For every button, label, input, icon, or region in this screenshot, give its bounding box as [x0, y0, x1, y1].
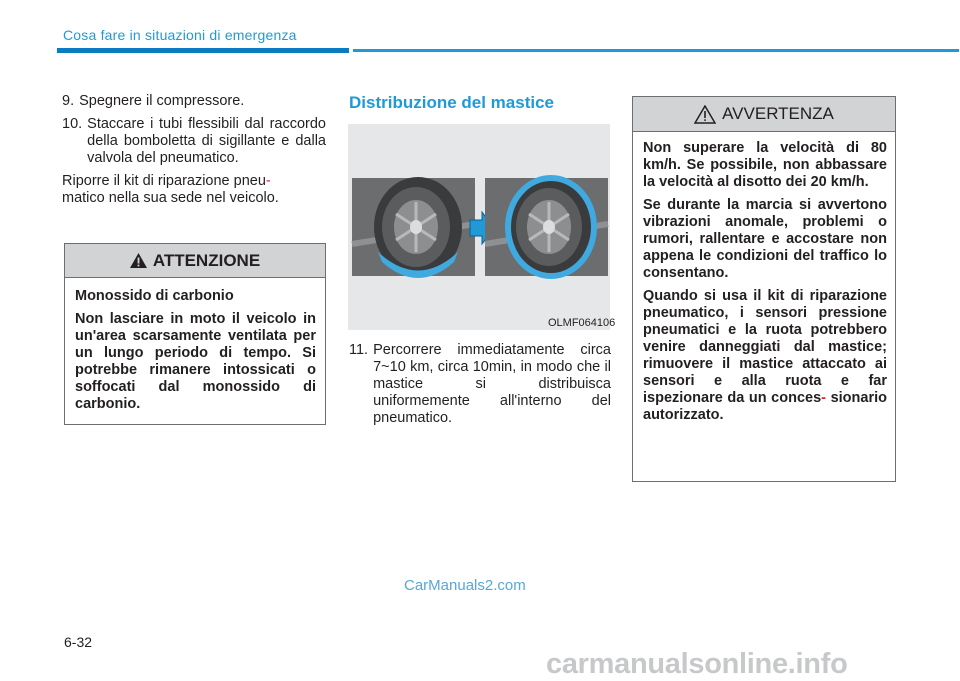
- step-text: Spegnere il compressore.: [79, 93, 245, 109]
- middle-column-text: [349, 342, 611, 427]
- warning-header: [633, 97, 895, 132]
- warning-triangle-icon: [694, 105, 716, 124]
- paragraph-part: matico nella sua sede nel veicolo.: [62, 190, 279, 206]
- tire-before-icon: [374, 177, 462, 278]
- figure-code: OLMF064106: [548, 317, 616, 329]
- step-text: Staccare i tubi flessibili dal raccordo della bomboletta di sigillante e dalla valvola del pneumatico.: [87, 116, 326, 166]
- storage-paragraph: [62, 173, 326, 207]
- warning-title: AVVERTENZA: [722, 104, 834, 123]
- footer-site-mark: carmanualsonline.info: [546, 648, 848, 680]
- hyphen-mark: -: [821, 390, 826, 406]
- step-9: [62, 93, 326, 110]
- warning-paragraph-3: [643, 288, 887, 424]
- attention-subtitle: Monossido di carbonio: [75, 288, 234, 304]
- paragraph-part: sionario autorizzato.: [643, 390, 887, 423]
- header-rule-light: [353, 49, 959, 52]
- step-11: [349, 342, 611, 427]
- attention-header: [65, 244, 325, 278]
- step-number: 11.: [349, 342, 369, 358]
- attention-text: Non lasciare in moto il veicolo in un'area scarsamente ventilata per un lungo periodo di tempo. Si potrebbe rimanere intossicati o soffocati dal monossido di carbonio.: [75, 311, 316, 412]
- warning-paragraph-1: Non superare la velocità di 80 km/h. Se possibile, non abbassare la velocità al disotto dei 20 km/h.: [643, 140, 887, 190]
- step-number: 9.: [62, 93, 75, 109]
- header-rule-dark: [57, 48, 349, 53]
- warning-box: [632, 96, 896, 482]
- attention-title: ATTENZIONE: [152, 250, 261, 270]
- warning-body: [633, 132, 895, 424]
- section-title: Distribuzione del mastice: [349, 93, 554, 112]
- warning-triangle-icon: [130, 253, 147, 268]
- warning-paragraph-2: Se durante la marcia si avvertono vibrazioni anomale, problemi o rumori, rallentare e accostare non appena le condizioni del traffico lo consentano.: [643, 197, 887, 281]
- step-10: [62, 116, 326, 167]
- attention-box: [64, 243, 326, 425]
- watermark-link[interactable]: CarManuals2.com: [404, 577, 526, 594]
- page-number: 6-32: [64, 634, 93, 650]
- step-number: 10.: [62, 116, 83, 132]
- step-text: Percorrere immediatamente circa 7~10 km, circa 10min, in modo che il mastice si distribuisca uniformemente all'interno del pneumatico.: [373, 342, 611, 426]
- paragraph-part: Riporre il kit di riparazione pneu: [62, 173, 266, 189]
- section-header-title: Cosa fare in situazioni di emergenza: [63, 27, 297, 43]
- tire-after-icon: [507, 177, 595, 277]
- hyphen-mark: -: [265, 173, 271, 189]
- tire-illustration-svg: [348, 124, 610, 330]
- paragraph-part: Quando si usa il kit di riparazione pneumatico, i sensori pressione pneumatici e la ruota potrebbero venire danneggiati dal mastice; rimuovere il mastice attaccato ai sensori e alla ruota e far ispezionare da un conces: [643, 288, 887, 406]
- attention-body: [65, 278, 325, 413]
- left-column: [62, 93, 326, 213]
- tire-sealant-illustration: [348, 124, 610, 330]
